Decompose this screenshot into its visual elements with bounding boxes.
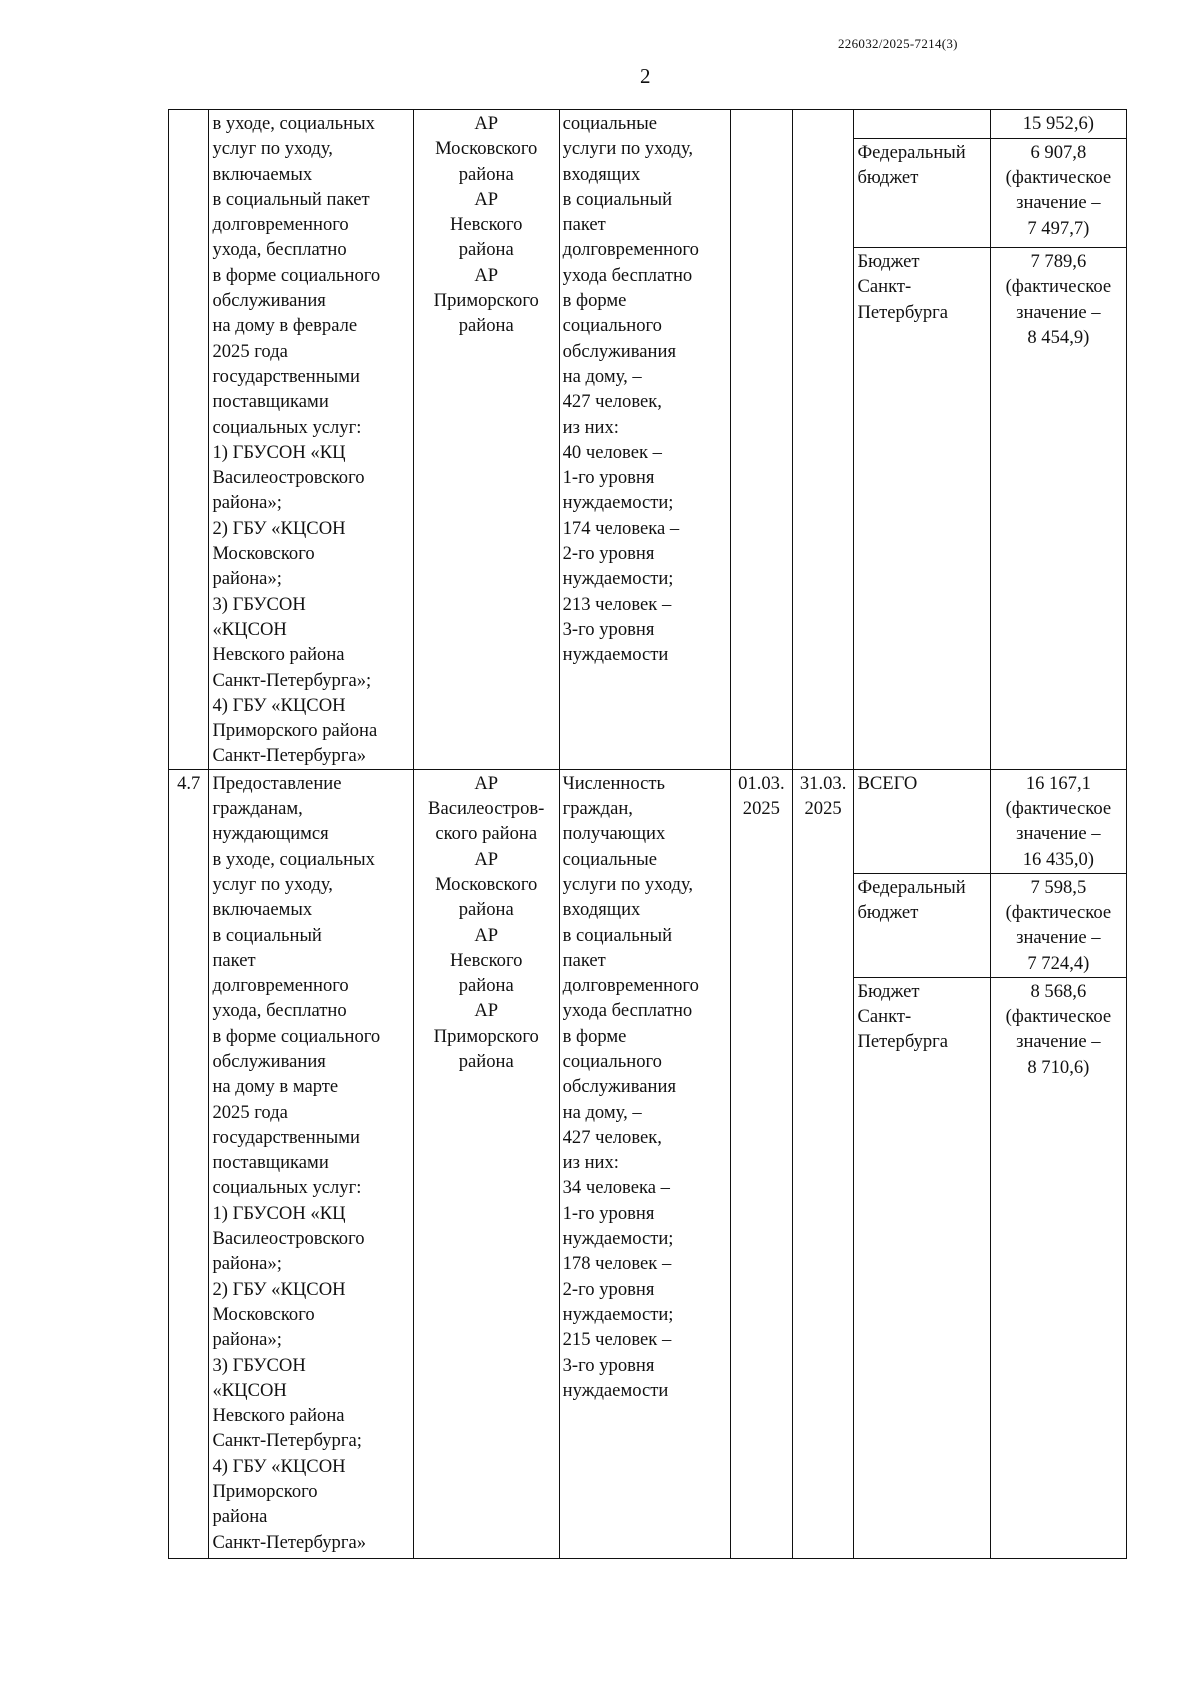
cell-text-line: 7 598,5 bbox=[1030, 876, 1087, 898]
cell-text-line: Невского района bbox=[212, 1405, 345, 1427]
cell-text-line: 2025 года bbox=[212, 1101, 288, 1123]
cell-text-line: в социальный bbox=[212, 924, 322, 946]
cell-text-line: обслуживания bbox=[562, 1076, 677, 1098]
spb-value-cell bbox=[990, 248, 1126, 770]
cell-text-line: района bbox=[458, 315, 514, 337]
cell-text-line: 215 человек – bbox=[562, 1329, 672, 1351]
cell-text-line: Предоставление bbox=[212, 772, 342, 794]
cell-text-line: 01.03. bbox=[738, 772, 785, 794]
cell-text-line: района»; bbox=[212, 492, 282, 514]
cell-text-line: Приморского bbox=[433, 1025, 539, 1047]
cell-text-line: Численность bbox=[562, 772, 665, 794]
cell-text-line: района bbox=[458, 899, 514, 921]
cell-text-line: нуждаемости; bbox=[562, 1303, 674, 1325]
cell-text-line: 1) ГБУСОН «КЦ bbox=[212, 1202, 346, 1224]
plan-table bbox=[168, 109, 1127, 1559]
cell-text-line: гражданам, bbox=[212, 798, 303, 820]
cell-text-line: Московского bbox=[435, 873, 538, 895]
cell-text-line: Петербурга bbox=[857, 1031, 949, 1053]
cell-text-line: АР bbox=[474, 188, 499, 210]
cell-text-line: пакет bbox=[212, 949, 256, 971]
cell-text-line: ухода бесплатно bbox=[562, 1000, 693, 1022]
cell-text-line: нуждающимся bbox=[212, 823, 329, 845]
cell-text-line: района bbox=[458, 975, 514, 997]
cell-text-line: 2-го уровня bbox=[562, 1278, 655, 1300]
cell-text-line: 3-го уровня bbox=[562, 618, 655, 640]
start-date-cell bbox=[731, 769, 793, 1558]
table-row-4-7 bbox=[169, 769, 1127, 873]
cell-text-line: поставщиками bbox=[212, 391, 329, 413]
cell-text-line: (фактическое bbox=[1005, 1006, 1112, 1028]
cell-text-line: Московского bbox=[435, 138, 538, 160]
cell-text-line: услуг по уходу, bbox=[212, 138, 333, 160]
cell-text-line: 213 человек – bbox=[562, 593, 672, 615]
cell-text-line: Невского bbox=[449, 949, 523, 971]
cell-text-line: нуждаемости bbox=[562, 644, 669, 666]
cell-text-line: обслуживания bbox=[562, 340, 677, 362]
cell-text-line: значение – bbox=[1016, 1031, 1101, 1053]
cell-text-line: ского района bbox=[435, 823, 538, 845]
cell-text-line: социальные bbox=[562, 848, 657, 870]
cell-text-line: (фактическое bbox=[1005, 276, 1112, 298]
funding-source-spb bbox=[854, 977, 990, 1558]
cell-text-line: района»; bbox=[212, 568, 282, 590]
cell-text-line: 1-го уровня bbox=[562, 1202, 655, 1224]
cell-text-line: 40 человек – bbox=[562, 441, 662, 463]
cell-text-line: 7 497,7) bbox=[1027, 217, 1090, 239]
cell-text-line: 3) ГБУСОН bbox=[212, 1354, 306, 1376]
cell-text-line: 15 952,6) bbox=[1022, 113, 1094, 134]
cell-text-line: 3-го уровня bbox=[562, 1354, 655, 1376]
funding-source-federal bbox=[854, 138, 990, 247]
funding-source-total bbox=[854, 769, 990, 873]
cell-text-line: Федеральный bbox=[857, 141, 966, 163]
spb-value-cell bbox=[990, 977, 1126, 1558]
cell-text-line: обслуживания bbox=[212, 290, 326, 312]
cell-text-line: пакет bbox=[562, 949, 606, 971]
cell-text-line: района»; bbox=[212, 1329, 282, 1351]
executors-cell bbox=[413, 769, 559, 1558]
cell-text-line: включаемых bbox=[212, 163, 313, 185]
cell-text-line: государственными bbox=[212, 365, 360, 387]
end-date-cell bbox=[792, 769, 854, 1558]
cell-text-line: нуждаемости; bbox=[562, 568, 674, 590]
cell-text-line: государственными bbox=[212, 1126, 360, 1148]
table-row-continued bbox=[169, 110, 1127, 139]
end-date-cell bbox=[792, 110, 854, 770]
cell-text-line: Санкт-Петербурга»; bbox=[212, 669, 372, 691]
page-number: 2 bbox=[640, 64, 651, 88]
indicator-cell bbox=[559, 110, 730, 770]
cell-text-line: входящих bbox=[562, 163, 641, 185]
indicator-cell bbox=[559, 769, 730, 1558]
cell-text-line: района bbox=[458, 163, 514, 185]
funding-source-federal bbox=[854, 873, 990, 977]
cell-text-line: социального bbox=[562, 315, 662, 337]
cell-text-line: 16 435,0) bbox=[1022, 848, 1094, 870]
cell-text-line: Санкт-Петербурга» bbox=[212, 1531, 367, 1553]
cell-text-line: значение – bbox=[1016, 823, 1101, 845]
cell-text-line: значение – bbox=[1016, 301, 1101, 323]
federal-value-cell bbox=[990, 138, 1126, 247]
cell-text-line: получающих bbox=[562, 823, 666, 845]
cell-text-line: 7 724,4) bbox=[1027, 952, 1090, 974]
cell-text-line: социального bbox=[562, 1050, 662, 1072]
funding-source-cell bbox=[854, 110, 990, 139]
cell-text-line: (фактическое bbox=[1005, 167, 1112, 188]
cell-text-line: 8 710,6) bbox=[1027, 1056, 1090, 1078]
cell-text-line: Московского bbox=[212, 1303, 315, 1325]
cell-text-line: Санкт- bbox=[857, 276, 912, 298]
cell-text-line: обслуживания bbox=[212, 1050, 326, 1072]
cell-text-line: АР bbox=[474, 113, 499, 134]
cell-text-line: нуждаемости bbox=[562, 1379, 669, 1401]
cell-text-line: района bbox=[212, 1506, 268, 1528]
cell-text-line: из них: bbox=[562, 1152, 619, 1174]
cell-text-line: АР bbox=[474, 772, 499, 794]
cell-text-line: бюджет bbox=[857, 167, 919, 188]
cell-text-line: 1) ГБУСОН «КЦ bbox=[212, 441, 346, 463]
cell-text-line: 2025 bbox=[742, 798, 780, 820]
cell-text-line: в социальный пакет bbox=[212, 188, 370, 210]
cell-text-line: Невского bbox=[449, 214, 523, 236]
cell-text-line: «КЦСОН bbox=[212, 1379, 287, 1401]
cell-text-line: Бюджет bbox=[857, 251, 920, 273]
cell-text-line: нуждаемости; bbox=[562, 1228, 674, 1250]
cell-text-line: ухода, бесплатно bbox=[212, 239, 347, 261]
cell-text-line: социальных услуг: bbox=[212, 416, 362, 438]
cell-text-line: (фактическое bbox=[1005, 798, 1112, 820]
cell-text-line: «КЦСОН bbox=[212, 618, 287, 640]
cell-text-line: в уходе, социальных bbox=[212, 848, 375, 870]
cell-text-line: в форме социального bbox=[212, 1025, 381, 1047]
cell-text-line: Василеостровского bbox=[212, 1228, 365, 1250]
cell-text-line: 427 человек, bbox=[562, 1126, 662, 1148]
cell-text-line: в социальный bbox=[562, 188, 673, 210]
cell-text-line: АР bbox=[474, 264, 499, 286]
cell-text-line: Санкт-Петербурга» bbox=[212, 745, 367, 767]
cell-text-line: 8 454,9) bbox=[1027, 326, 1090, 348]
cell-text-line: Приморского района bbox=[212, 720, 378, 742]
cell-text-line: 3) ГБУСОН bbox=[212, 593, 306, 615]
cell-text-line: 178 человек – bbox=[562, 1253, 672, 1275]
row-number-cell: 4.7 bbox=[169, 769, 209, 1558]
cell-text-line: в социальный bbox=[562, 924, 673, 946]
cell-text-line: района»; bbox=[212, 1253, 282, 1275]
total-value-cell bbox=[990, 769, 1126, 873]
cell-text-line: 2) ГБУ «КЦСОН bbox=[212, 1278, 346, 1300]
cell-text-line: 2025 года bbox=[212, 340, 288, 362]
cell-text-line: 2-го уровня bbox=[562, 543, 655, 565]
start-date-cell bbox=[731, 110, 793, 770]
cell-text-line: услуги по уходу, bbox=[562, 873, 694, 895]
cell-text-line: ухода бесплатно bbox=[562, 264, 693, 286]
cell-text-line: 2) ГБУ «КЦСОН bbox=[212, 517, 346, 539]
cell-text-line: АР bbox=[474, 1000, 499, 1022]
federal-value-cell bbox=[990, 873, 1126, 977]
cell-text-line: на дому в марте bbox=[212, 1076, 339, 1098]
cell-text-line: 427 человек, bbox=[562, 391, 662, 413]
cell-text-line: социальные bbox=[562, 113, 657, 134]
cell-text-line: АР bbox=[474, 924, 499, 946]
description-cell bbox=[209, 110, 413, 770]
cell-text-line: в форме bbox=[562, 1025, 627, 1047]
cell-text-line: 4) ГБУ «КЦСОН bbox=[212, 694, 346, 716]
cell-text-line: услуги по уходу, bbox=[562, 138, 694, 160]
cell-text-line: долговременного bbox=[562, 239, 699, 261]
cell-text-line: 7 789,6 bbox=[1030, 251, 1087, 273]
cell-text-line: района bbox=[458, 239, 514, 261]
cell-text-line: долговременного bbox=[212, 975, 349, 997]
cell-text-line: 1-го уровня bbox=[562, 467, 655, 489]
cell-text-line: Федеральный bbox=[857, 876, 966, 898]
cell-text-line: ухода, бесплатно bbox=[212, 1000, 347, 1022]
cell-text-line: на дому, – bbox=[562, 1101, 642, 1123]
cell-text-line: долговременного bbox=[212, 214, 349, 236]
executors-cell bbox=[413, 110, 559, 770]
cell-text-line: Петербурга bbox=[857, 301, 949, 323]
cell-text-line: из них: bbox=[562, 416, 619, 438]
cell-text-line: Невского района bbox=[212, 644, 345, 666]
funding-source-spb bbox=[854, 248, 990, 770]
cell-text-line: в уходе, социальных bbox=[212, 113, 375, 134]
cell-text-line: на дому в феврале bbox=[212, 315, 358, 337]
cell-text-line: входящих bbox=[562, 899, 641, 921]
cell-text-line: Приморского bbox=[433, 290, 539, 312]
cell-text-line: услуг по уходу, bbox=[212, 873, 333, 895]
cell-text-line: 8 568,6 bbox=[1030, 980, 1087, 1002]
cell-text-line: 4) ГБУ «КЦСОН bbox=[212, 1455, 346, 1477]
cell-text-line: в форме социального bbox=[212, 264, 381, 286]
cell-text-line: долговременного bbox=[562, 975, 699, 997]
cell-text-line: бюджет bbox=[857, 902, 919, 924]
cell-text-line: 34 человека – bbox=[562, 1177, 670, 1199]
cell-text-line: включаемых bbox=[212, 899, 313, 921]
cell-text-line: Бюджет bbox=[857, 980, 920, 1002]
cell-text-line: Приморского bbox=[212, 1481, 318, 1503]
cell-text-line: в форме bbox=[562, 290, 627, 312]
cell-text-line: нуждаемости; bbox=[562, 492, 674, 514]
cell-text-line: социальных услуг: bbox=[212, 1177, 362, 1199]
cell-text-line: Василеостровского bbox=[212, 467, 365, 489]
total-value-cell bbox=[990, 110, 1126, 139]
cell-text-line: 31.03. bbox=[799, 772, 847, 794]
cell-text-line: граждан, bbox=[562, 798, 633, 820]
cell-text-line: на дому, – bbox=[562, 365, 642, 387]
cell-text-line: района bbox=[458, 1050, 514, 1072]
cell-text-line: 6 907,8 bbox=[1030, 141, 1087, 163]
cell-text-line: пакет bbox=[562, 214, 606, 236]
cell-text-line: поставщиками bbox=[212, 1152, 329, 1174]
cell-text-line: ВСЕГО bbox=[857, 772, 918, 794]
row-number-cell bbox=[169, 110, 209, 770]
cell-text-line: 16 167,1 bbox=[1025, 772, 1091, 794]
cell-text-line: 2025 bbox=[804, 798, 842, 820]
cell-text-line: 174 человека – bbox=[562, 517, 680, 539]
cell-text-line: Василеостров- bbox=[428, 798, 545, 820]
cell-text-line: Санкт- bbox=[857, 1006, 912, 1028]
description-cell bbox=[209, 769, 413, 1558]
cell-text-line: значение – bbox=[1016, 927, 1101, 949]
document-number: 226032/2025-7214(3) bbox=[838, 36, 958, 51]
cell-text-line: Московского bbox=[212, 543, 315, 565]
cell-text-line: Санкт-Петербурга; bbox=[212, 1430, 362, 1452]
cell-text-line: значение – bbox=[1016, 192, 1101, 214]
cell-text-line: АР bbox=[474, 848, 499, 870]
cell-text-line: (фактическое bbox=[1005, 902, 1112, 924]
